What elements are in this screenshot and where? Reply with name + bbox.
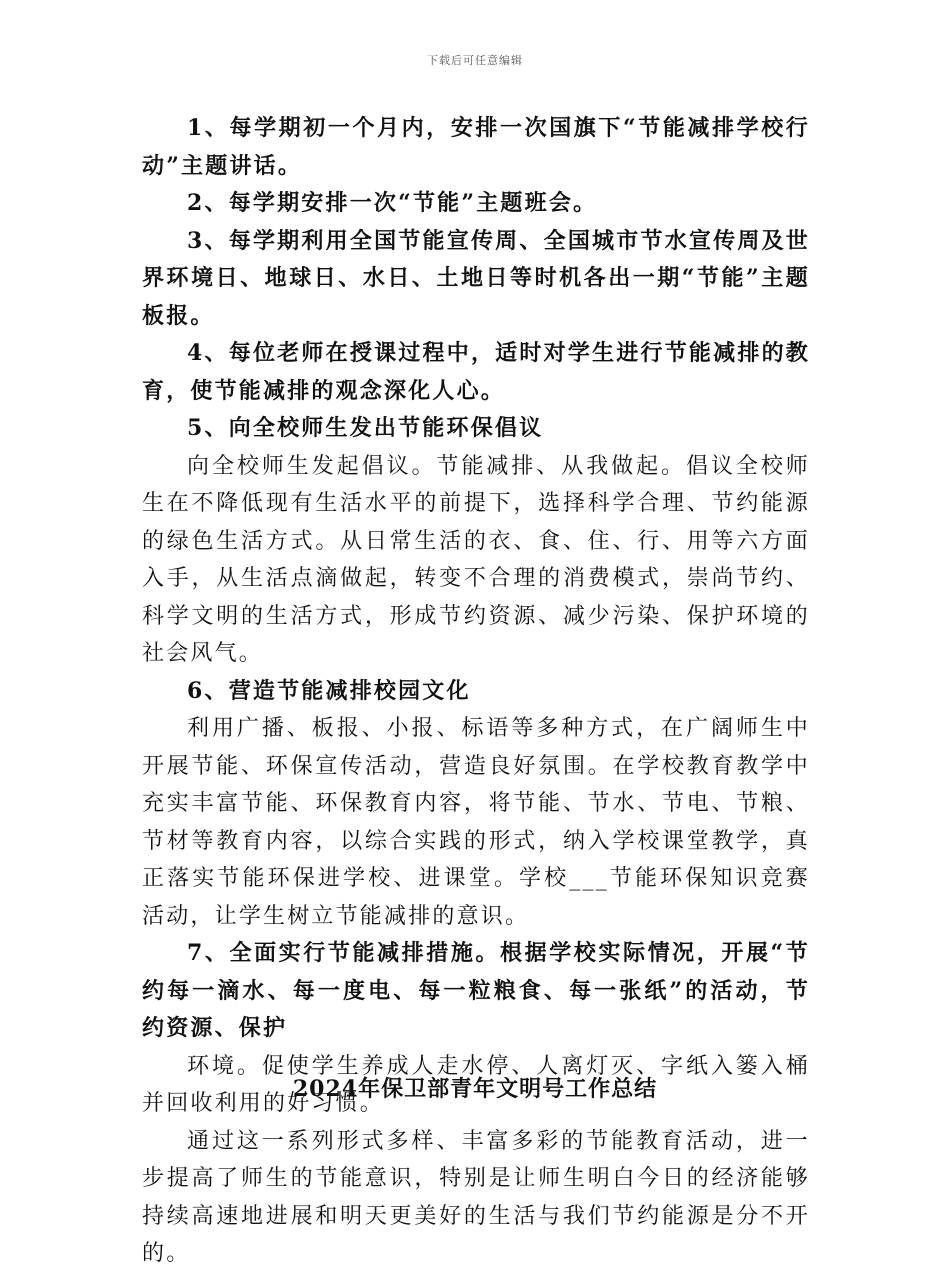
heading-item-5: 5、向全校师生发出节能环保倡议 bbox=[187, 415, 544, 441]
heading-item-6: 6、营造节能减排校园文化 bbox=[187, 677, 471, 704]
next-section-title: 2024年保卫部青年文明号工作总结 bbox=[292, 1076, 658, 1102]
paragraph-item-1: 1、每学期初一个月内，安排一次国旗下“节能减排学校行动”主题讲话。 bbox=[142, 115, 810, 179]
paragraph-campus-culture: 利用广播、板报、小报、标语等多种方式，在广阔师生中开展节能、环保宣传活动，营造良好氛围。在学校教育教学中充实丰富节能、环保教育内容，将节能、节水、节电、节粮、节材等教育内容，以综合实践的形式，纳入学校课堂教学，真正落实节能环保进学校、进课堂。学校___节能环保知识竞赛活动，让学生树立节能减排的意识。 bbox=[142, 716, 810, 929]
paragraph-conclusion: 通过这一系列形式多样、丰富多彩的节能教育活动，进一步提高了师生的节能意识，特别是让师生明白今日的经济能够持续高速地进展和明天更美好的生活与我们节约能源是分不开的。 bbox=[142, 1128, 810, 1266]
paragraph-item-7: 7、全面实行节能减排措施。根据学校实际情况，开展“节约每一滴水、每一度电、每一粒粮食、每一张纸”的活动，节约资源、保护 bbox=[142, 940, 810, 1041]
paragraph-environment-habits: 环境。促使学生养成人走水停、人离灯灭、字纸入篓入桶并回收利用的好习惯。 bbox=[142, 1053, 810, 1116]
page-header-note: 下载后可任意编辑 bbox=[427, 54, 523, 67]
paragraph-item-4: 4、每位老师在授课过程中，适时对学生进行节能减排的教育，使节能减排的观念深化人心。 bbox=[142, 340, 810, 404]
paragraph-initiative: 向全校师生发起倡议。节能减排、从我做起。倡议全校师生在不降低现有生活水平的前提下，选择科学合理、节约能源的绿色生活方式。从日常生活的衣、食、住、行、用等六方面入手，从生活点滴做起，转变不合理的消费模式，崇尚节约、科学文明的生活方式，形成节约资源、减少污染、保护环境的社会风气。 bbox=[142, 453, 810, 666]
paragraph-item-2: 2、每学期安排一次“节能”主题班会。 bbox=[187, 190, 598, 216]
paragraph-item-3: 3、每学期利用全国节能宣传周、全国城市节水宣传周及世界环境日、地球日、水日、土地日等时机各出一期“节能”主题板报。 bbox=[142, 227, 810, 329]
